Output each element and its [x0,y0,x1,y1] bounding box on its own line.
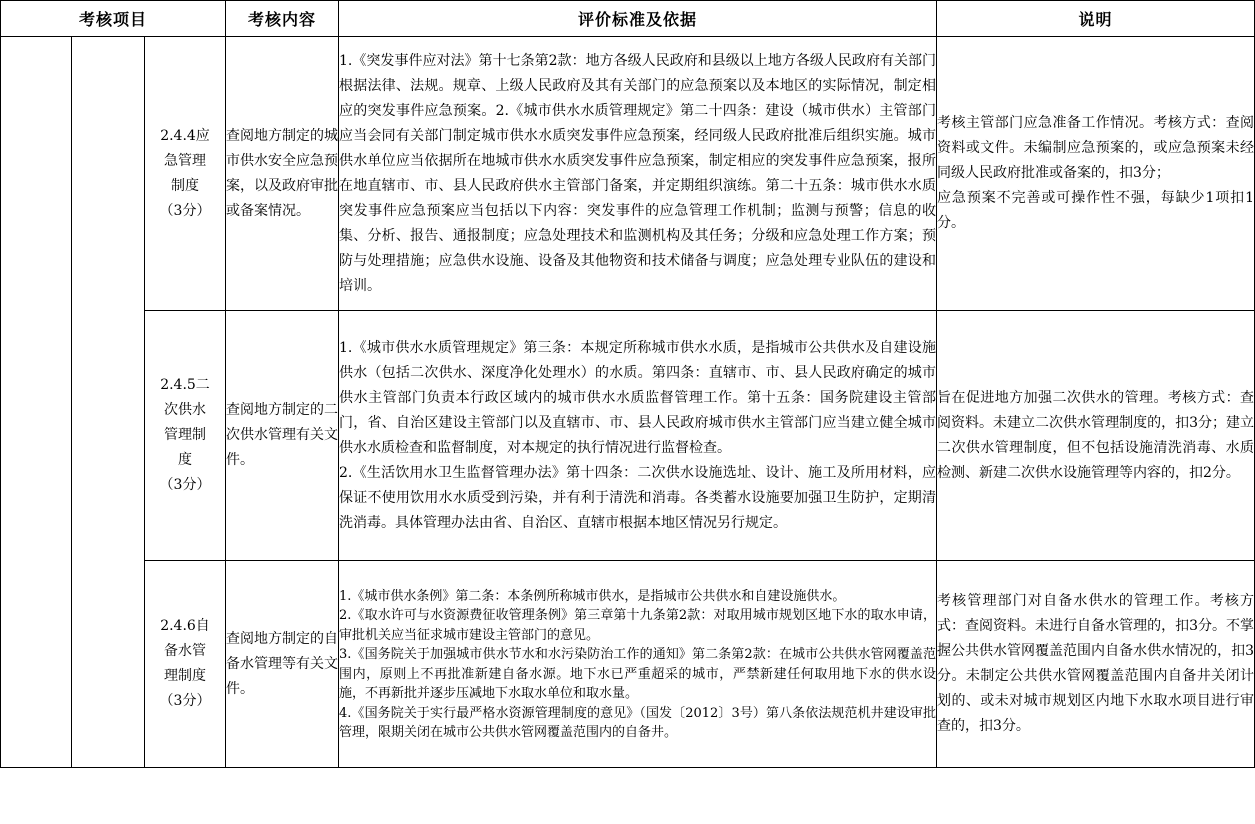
item-line: 2.4.5二 [160,377,210,393]
standard-cell [339,561,937,768]
note-paragraph: 应急预案不完善或可操作性不强，每缺少1项扣1分。 [937,190,1255,231]
item-line: 理制度 [164,668,206,684]
category-cell-2 [72,37,145,768]
note-cell [937,311,1255,561]
note-cell [937,37,1255,311]
item-cell [145,561,226,768]
item-line: 2.4.6自 [160,618,210,634]
table-row [1,561,1255,768]
standard-paragraph: 1.《城市供水水质管理规定》第三条：本规定所称城市供水水质，是指城市公共供水及自建设施供水（包括二次供水、深度净化处理水）的水质。第四条：直辖市、市、县人民政府确定的城市供水主管部门负责本行政区域内的城市供水水质监督管理工作。第十五条：国务院建设主管部门，省、自治区建设主管部门以及直辖市、市、县人民政府城市供水主管部门应当建立健全城市供水水质检查和监督制度，对本规定的执行情况进行监督检查。 [339,339,937,456]
item-line: （3分） [159,693,211,709]
item-line: 管理制 [164,427,206,443]
content-cell: 查阅地方制定的自备水管理等有关文件。 [226,561,339,768]
table-row [1,311,1255,561]
item-line: （3分） [159,202,211,219]
note-paragraph: 旨在促进地方加强二次供水的管理。考核方式：查阅资料。未建立二次供水管理制度的，扣3分；建立二次供水管理制度，但不包括设施清洗消毒、水质检测、新建二次供水设施管理等内容的，扣2分。 [937,389,1255,481]
item-line: 备水管 [164,643,206,659]
item-line: 2.4.4应 [160,127,210,144]
item-line: 急管理 [164,152,206,169]
standard-paragraph: 1.《城市供水条例》第二条：本条例所称城市供水，是指城市公共供水和自建设施供水。 [339,588,846,604]
header-item: 考核项目 [1,1,226,37]
item-line: （3分） [159,477,211,493]
standard-paragraph: 3.《国务院关于加强城市供水节水和水污染防治工作的通知》第二条第2款：在城市公共供水管网覆盖范围内，原则上不再批准新建自备水源。地下水已严重超采的城市，严禁新建任何取用地下水的供水设施，不再新批并逐步压减地下水取水单位和取水量。 [339,647,937,701]
item-cell [145,37,226,311]
standard-paragraph: 2.《取水许可与水资源费征收管理条例》第三章第十九条第2款：对取用城市规划区地下水的取水申请，审批机关应当征求城市建设主管部门的意见。 [339,608,937,643]
table-row [1,37,1255,311]
standard-cell [339,311,937,561]
standard-paragraph: 2.《生活饮用水卫生监督管理办法》第十四条：二次供水设施选址、设计、施工及所用材料，应保证不使用饮用水水质受到污染，并有利于清洗和消毒。各类蓄水设施要加强卫生防护，定期清洗消毒。具体管理办法由省、自治区、直辖市根据本地区情况另行规定。 [339,464,937,531]
item-line: 度 [178,452,192,468]
note-cell [937,561,1255,768]
header-note: 说明 [937,1,1255,37]
standard-paragraph: 4.《国务院关于实行最严格水资源管理制度的意见》（国发〔2012〕3号）第八条依法规范机井建设审批管理，限期关闭在城市公共供水管网覆盖范围内的自备井。 [339,705,937,740]
note-paragraph: 考核管理部门对自备水供水的管理工作。考核方式：查阅资料。未进行自备水管理的，扣3分。不掌握公共供水管网覆盖范围内自备水供水情况的，扣3分。未制定公共供水管网覆盖范围内自备井关闭计划的、或未对城市规划区内地下水取水项目进行审查的，扣3分。 [937,593,1255,734]
standard-cell [339,37,937,311]
item-line: 次供水 [164,402,206,418]
content-cell: 查阅地方制定的二次供水管理有关文件。 [226,311,339,561]
category-cell-1 [1,37,72,768]
standard-paragraph: 1.《突发事件应对法》第十七条第2款：地方各级人民政府和县级以上地方各级人民政府有关部门根据法律、法规。规章、上级人民政府及其有关部门的应急预案以及本地区的实际情况，制定相应的突发事件应急预案。2.《城市供水水质管理规定》第二十四条：建设（城市供水）主管部门应当会同有关部门制定城市供水水质突发事件应急预案，经同级人民政府批准后组织实施。城市供水单位应当依据所在地城市供水水质突发事件应急预案，制定相应的突发事件应急预案，报所在地直辖市、市、县人民政府供水主管部门备案，并定期组织演练。第二十五条：城市供水水质突发事件应急预案应当包括以下内容：突发事件的应急管理工作机制；监测与预警；信息的收集、分析、报告、通报制度；应急处理技术和监测机构及其任务；分级和应急处理工作方案；预防与处理措施；应急供水设施、设备及其他物资和技术储备与调度；应急处理专业队伍的建设和培训。 [339,52,937,294]
note-paragraph: 考核主管部门应急准备工作情况。考核方式：查阅资料或文件。未编制应急预案的，或应急预案未经同级人民政府批准或备案的，扣3分； [937,115,1255,181]
content-cell: 查阅地方制定的城市供水安全应急预案，以及政府审批或备案情况。 [226,37,339,311]
header-row [1,1,1255,37]
header-standard: 评价标准及依据 [339,1,937,37]
header-content: 考核内容 [226,1,339,37]
item-line: 制度 [171,177,199,194]
item-cell [145,311,226,561]
